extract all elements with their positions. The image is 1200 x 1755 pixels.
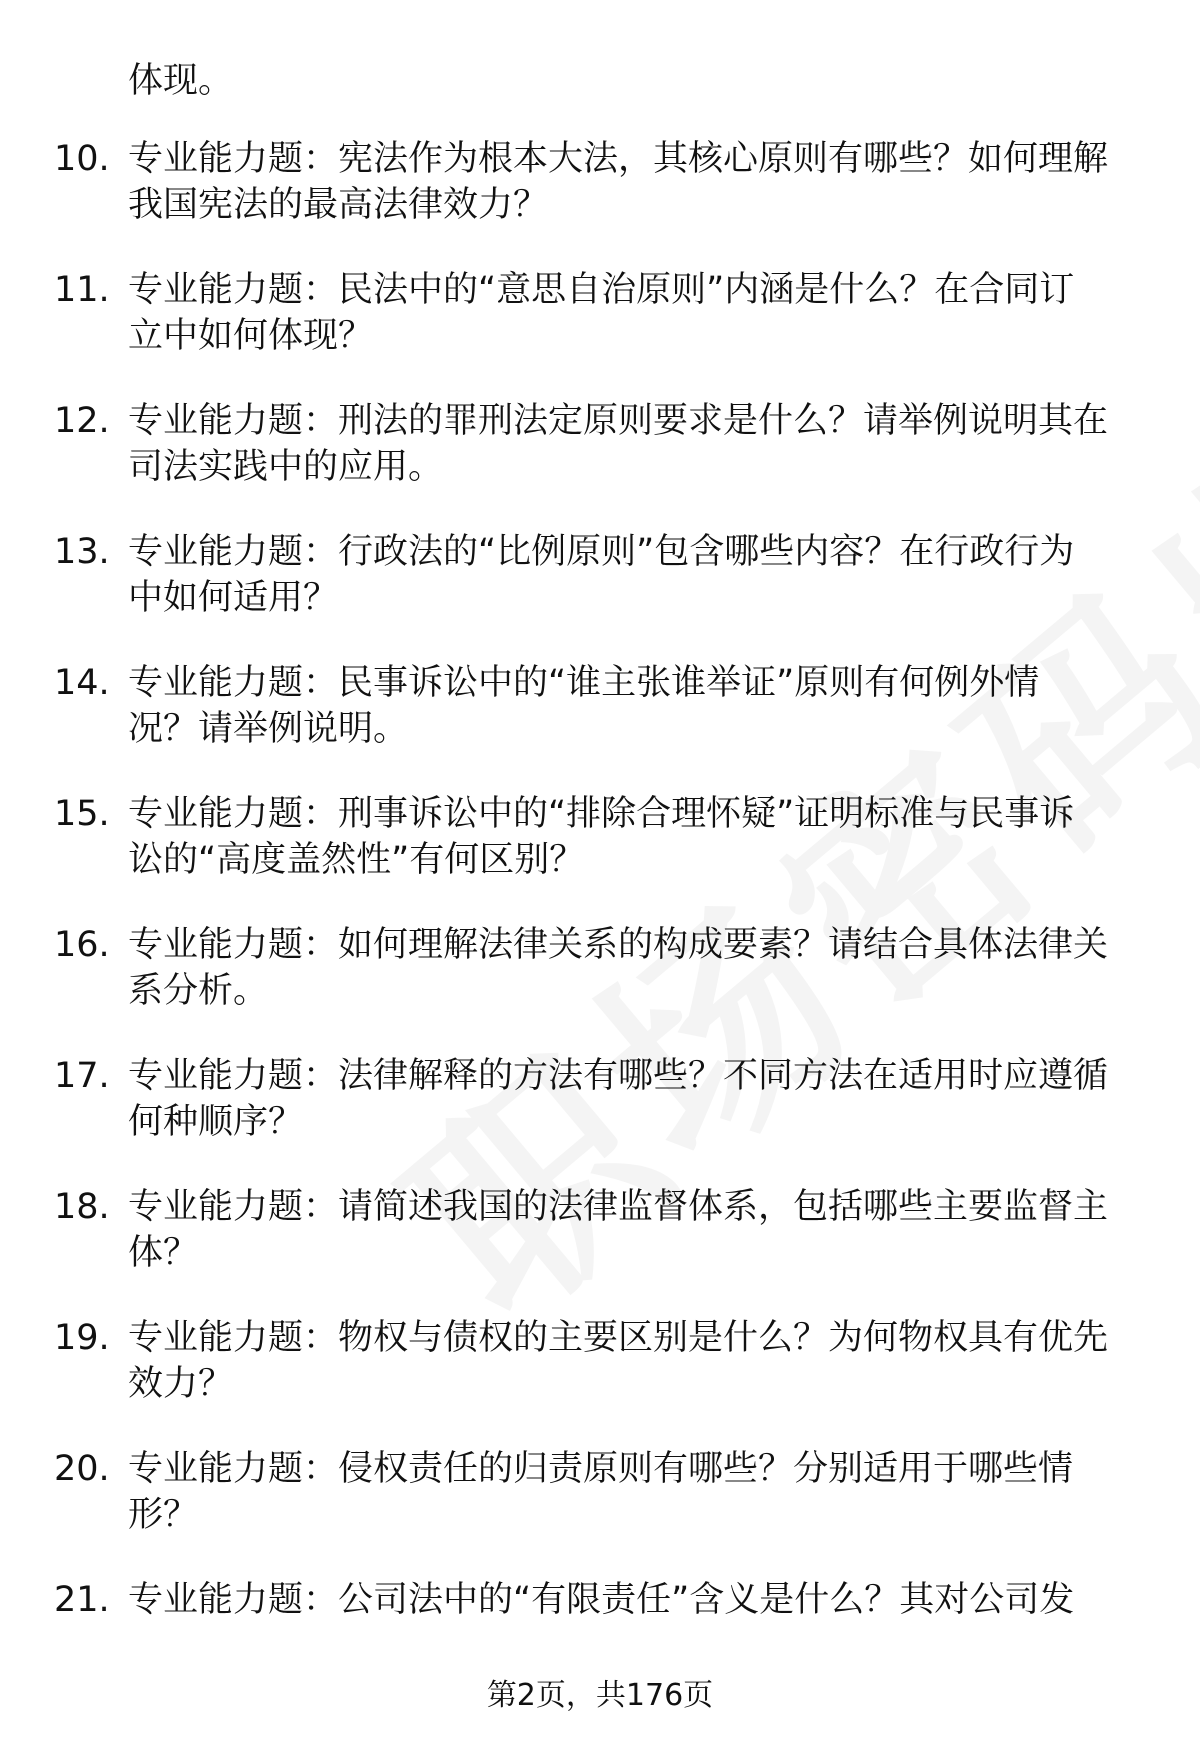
question-text [128,267,1148,359]
question-number: 15. [54,794,110,834]
question-line: 专业能力题：公司法中的“有限责任”含义是什么？其对公司发 [128,1580,1075,1620]
question-text [128,136,1148,228]
question-line: 系分析。 [128,971,269,1011]
question-line: 讼的“高度盖然性”有何区别？ [128,840,585,880]
question-text [128,1184,1148,1276]
question-line: 专业能力题：法律解释的方法有哪些？不同方法在适用时应遵循 [128,1056,1109,1096]
question-line: 形？ [128,1495,199,1535]
question-line: 我国宪法的最高法律效力？ [128,185,549,225]
question-number: 10. [54,139,110,179]
question-text [128,1446,1148,1538]
question-line: 专业能力题：如何理解法律关系的构成要素？请结合具体法律关 [128,925,1109,965]
question-number: 16. [54,925,110,965]
question-line: 司法实践中的应用。 [128,447,444,487]
question-text [128,529,1148,621]
question-number: 11. [54,270,110,310]
question-number: 13. [54,532,110,572]
question-line: 专业能力题：行政法的“比例原则”包含哪些内容？在行政行为 [128,532,1075,572]
question-line: 专业能力题：民事诉讼中的“谁主张谁举证”原则有何例外情 [128,663,1040,703]
question-number: 21. [54,1580,110,1620]
question-line: 效力？ [128,1364,234,1404]
question-line: 体？ [128,1233,199,1273]
question-text [128,922,1148,1014]
question-number: 14. [54,663,110,703]
question-number: 17. [54,1056,110,1096]
question-line: 中如何适用？ [128,578,339,618]
question-text [128,791,1148,883]
question-text [128,398,1148,490]
question-line: 专业能力题：物权与债权的主要区别是什么？为何物权具有优先 [128,1318,1109,1358]
question-line: 专业能力题：民法中的“意思自治原则”内涵是什么？在合同订 [128,270,1075,310]
question-line: 专业能力题：请简述我国的法律监督体系，包括哪些主要监督主 [128,1187,1109,1227]
question-number: 12. [54,401,110,441]
question-number: 19. [54,1318,110,1358]
question-text [128,1315,1148,1407]
question-line: 立中如何体现？ [128,316,374,356]
question-number: 20. [54,1449,110,1489]
question-line: 专业能力题：宪法作为根本大法，其核心原则有哪些？如何理解 [128,139,1109,179]
question-line: 专业能力题：刑事诉讼中的“排除合理怀疑”证明标准与民事诉 [128,794,1075,834]
question-text [128,660,1148,752]
question-number: 18. [54,1187,110,1227]
continuation-line: 体现。 [128,61,234,101]
question-line: 况？请举例说明。 [128,709,409,749]
question-text [128,1053,1148,1145]
question-line: 专业能力题：刑法的罪刑法定原则要求是什么？请举例说明其在 [128,401,1109,441]
page-footer: 第2页，共176页 [486,1678,714,1713]
question-text [128,1577,1148,1623]
question-line: 何种顺序？ [128,1102,304,1142]
question-line: 专业能力题：侵权责任的归责原则有哪些？分别适用于哪些情 [128,1449,1074,1489]
